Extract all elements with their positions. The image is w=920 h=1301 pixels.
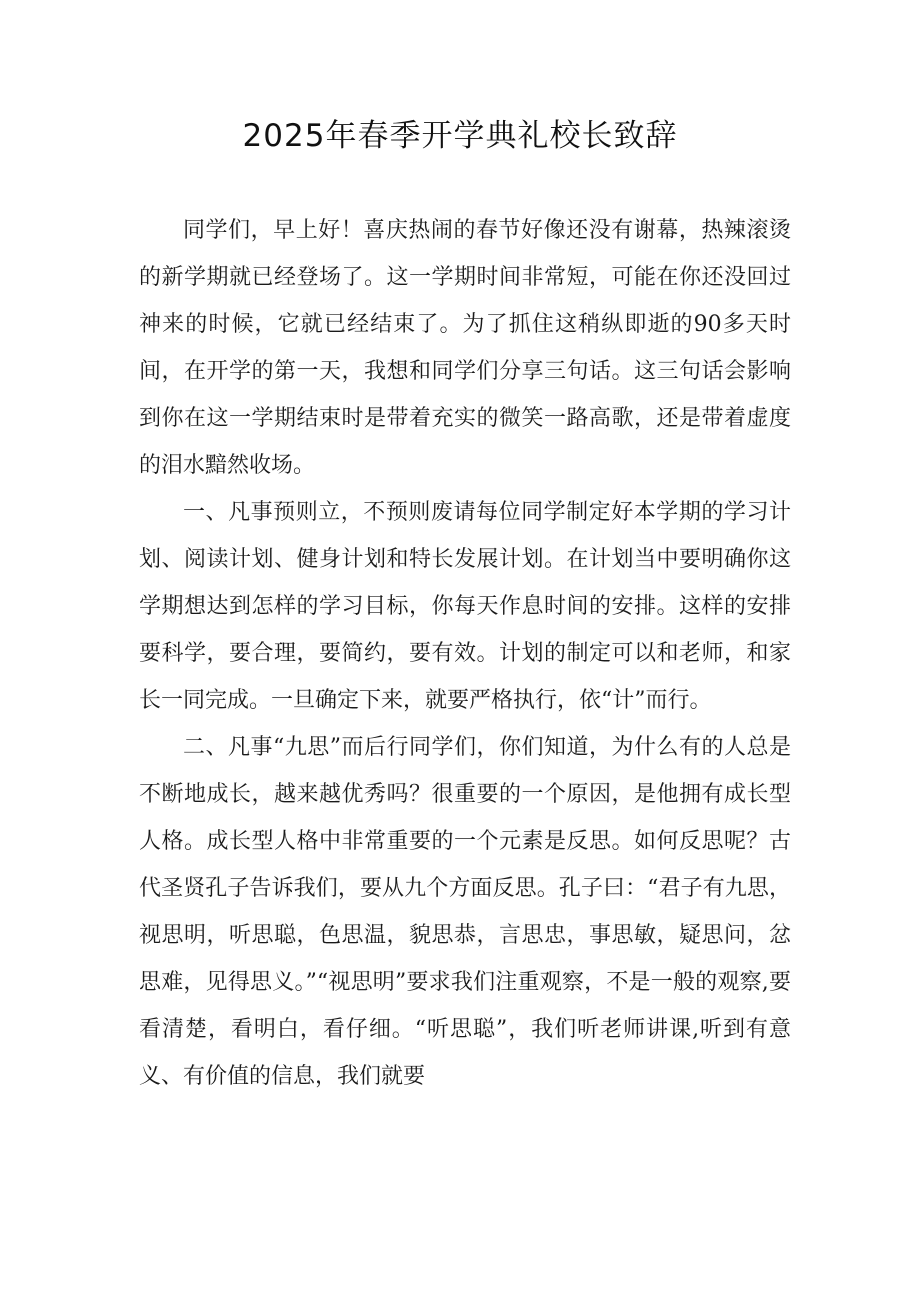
paragraph-greeting: 同学们，早上好！喜庆热闹的春节好像还没有谢幕，热辣滚烫的新学期就已经登场了。这一学期时间非常短，可能在你还没回过神来的时候，它就已经结束了。为了抓住这稍纵即逝的90多天时间，在开学的第一天，我想和同学们分享三句话。这三句话会影响到你在这一学期结束时是带着充实的微笑一路高歌，还是带着虚度的泪水黯然收场。 — [139, 218, 791, 478]
paragraph-point-one: 一、凡事预则立，不预则废请每位同学制定好本学期的学习计划、阅读计划、健身计划和特长发展计划。在计划当中要明确你这学期想达到怎样的学习目标，你每天作息时间的安排。这样的安排要科学，要合理，要简约，要有效。计划的制定可以和老师，和家长一同完成。一旦确定下来，就要严格执行，依“计”而行。 — [139, 500, 791, 713]
document-body — [139, 207, 791, 1100]
document-title: 2025年春季开学典礼校长致辞 — [242, 118, 678, 154]
paragraph-point-two: 二、凡事“九思”而后行同学们，你们知道，为什么有的人总是不断地成长，越来越优秀吗？很重要的一个原因，是他拥有成长型人格。成长型人格中非常重要的一个元素是反思。如何反思呢？古代圣贤孔子告诉我们，要从九个方面反思。孔子曰：“君子有九思，视思明，听思聪，色思温，貌思恭，言思忠，事思敏，疑思问，忿思难，见得思义。”“视思明”要求我们注重观察，不是一般的观察,要看清楚，看明白，看仔细。“听思聪”，我们听老师讲课,听到有意义、有价值的信息，我们就要 — [139, 735, 791, 1089]
